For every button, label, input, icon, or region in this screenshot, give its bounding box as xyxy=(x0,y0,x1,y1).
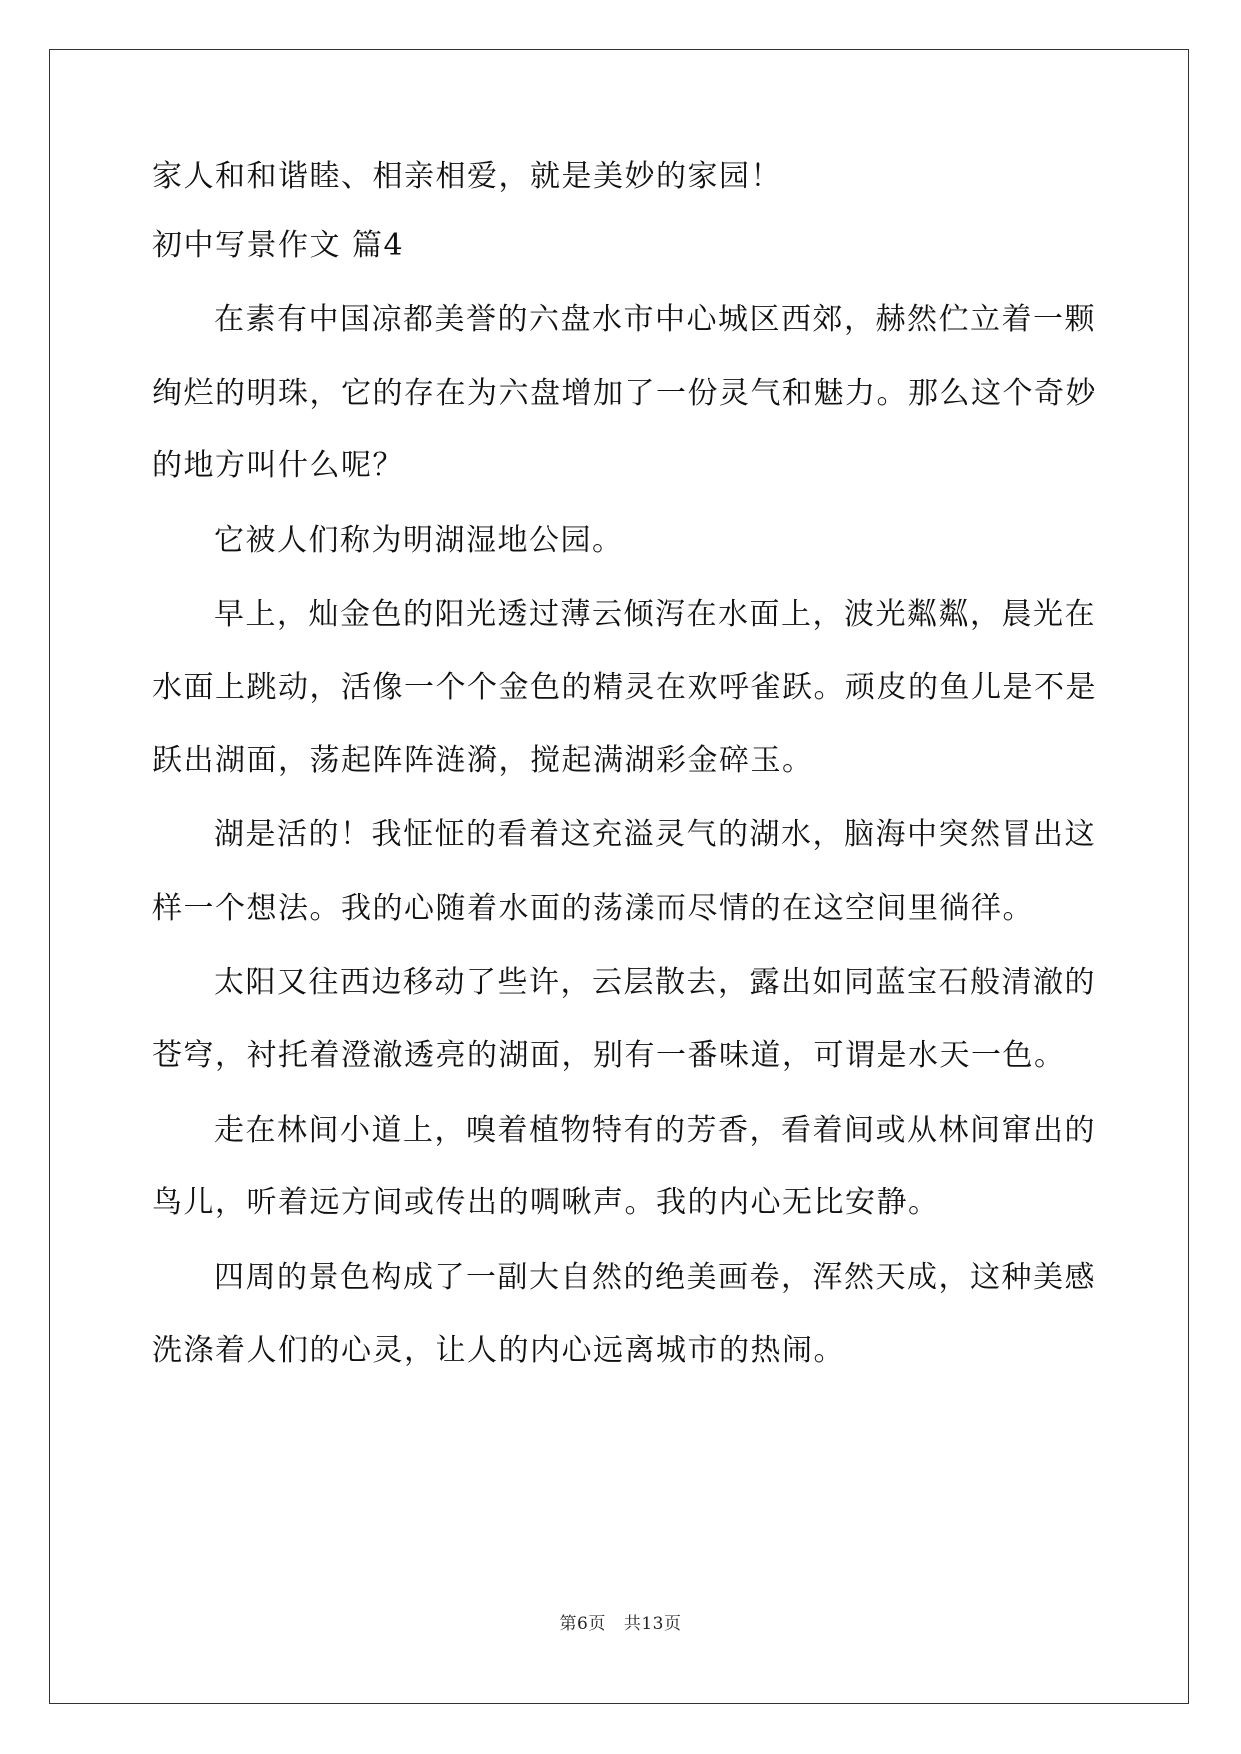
paragraph-line: 早上，灿金色的阳光透过薄云倾泻在水面上，波光粼粼，晨光在 xyxy=(214,597,1096,632)
paragraph-line: 的地方叫什么呢？ xyxy=(152,448,404,483)
paragraph-line: 在素有中国凉都美誉的六盘水市中心城区西郊，赫然伫立着一颗 xyxy=(214,302,1096,337)
page-total: 共13页 xyxy=(623,1614,682,1634)
section-heading: 初中写景作文 篇4 xyxy=(152,228,405,263)
paragraph-line: 绚烂的明珠，它的存在为六盘增加了一份灵气和魅力。那么这个奇妙 xyxy=(152,376,1097,411)
paragraph-line: 跃出湖面，荡起阵阵涟漪，搅起满湖彩金碎玉。 xyxy=(152,743,814,778)
paragraph-line: 走在林间小道上，嗅着植物特有的芳香，看着间或从林间窜出的 xyxy=(214,1113,1096,1148)
paragraph-line: 四周的景色构成了一副大自然的绝美画卷，浑然天成，这种美感 xyxy=(214,1260,1096,1295)
paragraph-line: 它被人们称为明湖湿地公园。 xyxy=(214,523,624,558)
paragraph-line: 鸟儿，听着远方间或传出的啁啾声。我的内心无比安静。 xyxy=(152,1185,940,1220)
paragraph-line: 太阳又往西边移动了些许，云层散去，露出如同蓝宝石般清澈的 xyxy=(214,965,1096,1000)
paragraph-line: 洗涤着人们的心灵，让人的内心远离城市的热闹。 xyxy=(152,1333,845,1368)
paragraph-line: 样一个想法。我的心随着水面的荡漾而尽情的在这空间里徜徉。 xyxy=(152,891,1034,926)
page-number: 第6页 xyxy=(559,1614,606,1634)
page-footer xyxy=(0,1613,1241,1635)
page-border xyxy=(49,49,1189,1704)
paragraph-line: 家人和和谐睦、相亲相爱，就是美妙的家园！ xyxy=(152,159,782,194)
paragraph-line: 苍穹，衬托着澄澈透亮的湖面，别有一番味道，可谓是水天一色。 xyxy=(152,1038,1066,1073)
paragraph-line: 水面上跳动，活像一个个金色的精灵在欢呼雀跃。顽皮的鱼儿是不是 xyxy=(152,670,1097,705)
paragraph-line: 湖是活的！我怔怔的看着这充溢灵气的湖水，脑海中突然冒出这 xyxy=(214,817,1096,852)
